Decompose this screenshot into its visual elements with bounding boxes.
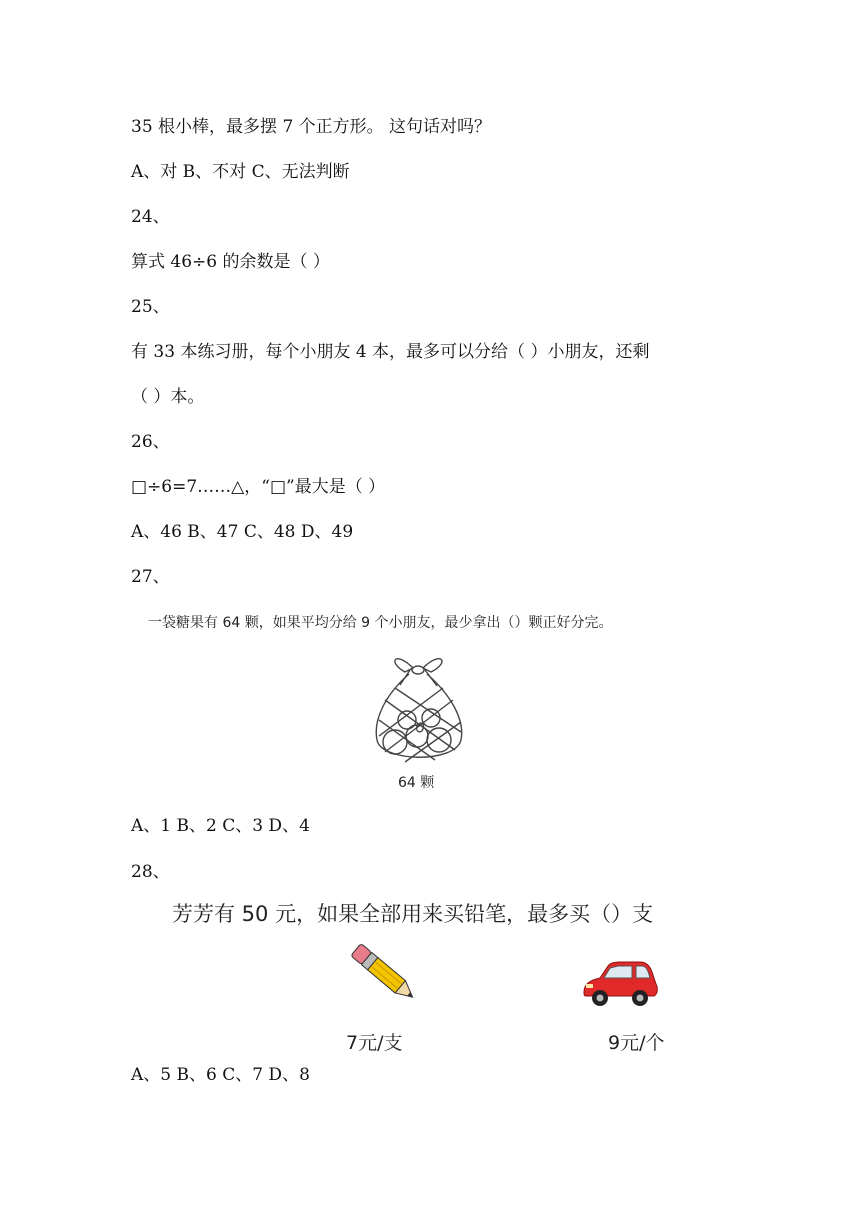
q25-question-line2: （ ）本。 [131, 387, 205, 407]
q26-number: 26、 [131, 432, 170, 452]
q25-number: 25、 [131, 297, 170, 317]
q25-question-line1: 有 33 本练习册，每个小朋友 4 本，最多可以分给（ ）小朋友，还剩 [131, 342, 650, 362]
q28-car-price: 9元/个 [608, 1032, 665, 1054]
q23-options: A、对 B、不对 C、无法判断 [131, 162, 350, 182]
q28-number: 28、 [131, 862, 170, 882]
q28-figure-text: 芳芳有 50 元，如果全部用来买铅笔，最多买（）支 [172, 902, 654, 926]
q26-question: □÷6=7……△，“□”最大是（ ） [131, 477, 386, 497]
q24-question: 算式 46÷6 的余数是（ ） [131, 252, 330, 272]
q27-options: A、1 B、2 C、3 D、4 [131, 816, 310, 836]
q27-number: 27、 [131, 567, 170, 587]
q28-options: A、5 B、6 C、7 D、8 [131, 1065, 310, 1085]
q28-pencil-price: 7元/支 [346, 1032, 403, 1054]
pencil-icon [345, 938, 425, 1010]
candy-bag-icon [365, 640, 475, 770]
toy-car-icon [580, 958, 660, 1008]
q27-figure-text: 一袋糖果有 64 颗，如果平均分给 9 个小朋友，最少拿出（）颗正好分完。 [148, 615, 613, 631]
q23-question: 35 根小棒，最多摆 7 个正方形。 这句话对吗？ [131, 117, 492, 137]
q27-figure-label: 64 颗 [398, 775, 435, 791]
q24-number: 24、 [131, 207, 170, 227]
q26-options: A、46 B、47 C、48 D、49 [131, 522, 354, 542]
